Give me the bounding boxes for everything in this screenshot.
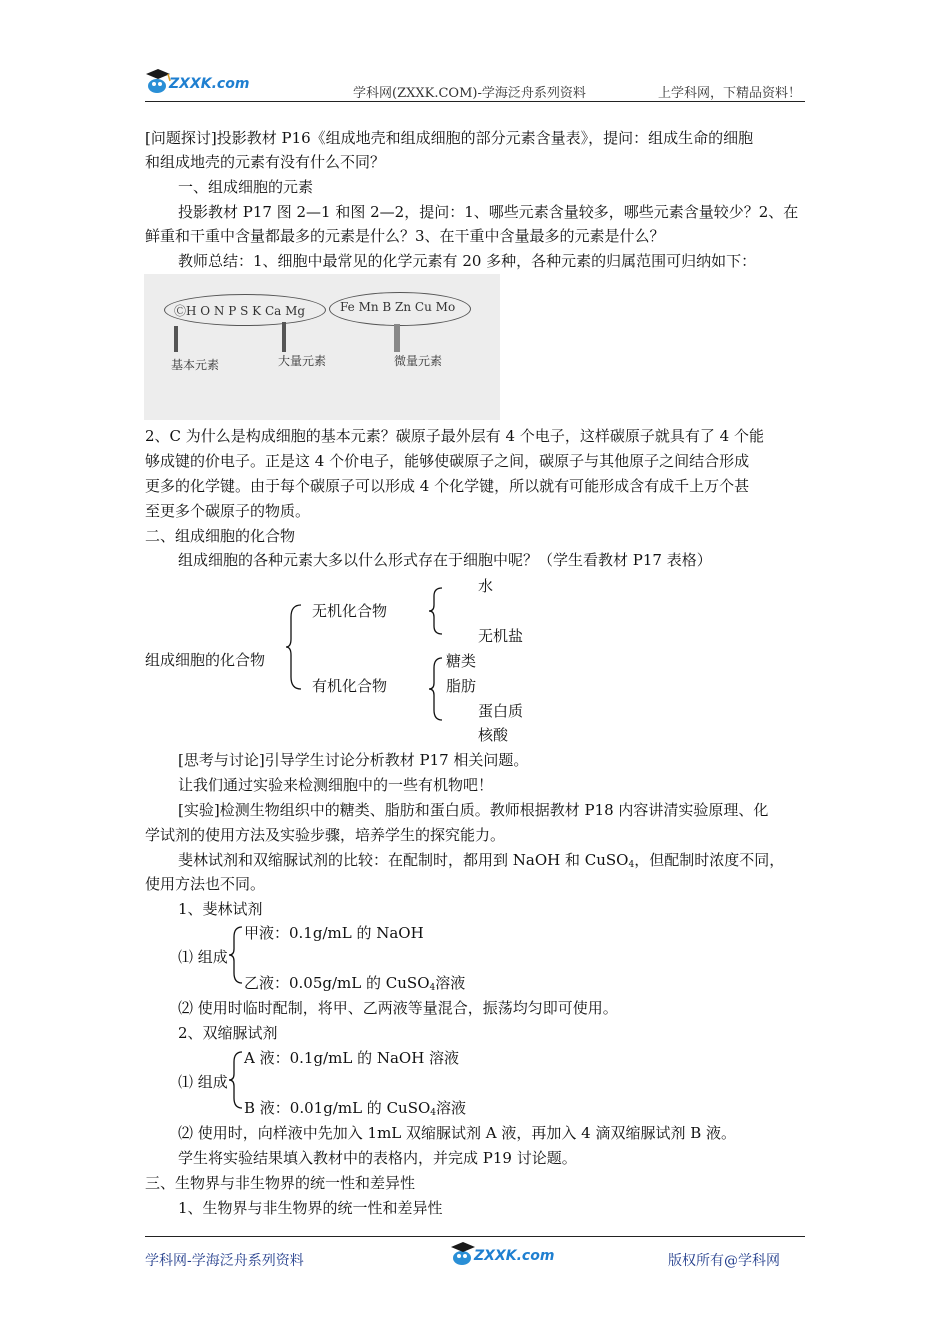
- tree-protein: 蛋白质: [478, 702, 524, 720]
- paragraph: 投影教材 P17 图 2—1 和图 2—2，提问：1、哪些元素含量较多，哪些元素含量较少？2、在: [178, 203, 799, 221]
- label-trace-elements: 微量元素: [394, 354, 443, 368]
- paragraph: [178, 848, 784, 877]
- subscript: 4: [430, 1108, 437, 1118]
- paragraph: 更多的化学键。由于每个碳原子可以形成 4 个化学键，所以就有可能形成含有成千上万个甚: [145, 477, 750, 495]
- paragraph: 使用方法也不同。: [145, 875, 266, 893]
- fehling-b: [244, 972, 465, 993]
- section-heading: 一、组成细胞的元素: [178, 178, 314, 196]
- oval-macro-text: ⒸH O N P S K Ca Mg: [174, 304, 306, 318]
- element-figure: [144, 274, 500, 420]
- paragraph: 鲜重和干重中含量都最多的元素是什么？3、在干重中含量最多的元素是什么？: [145, 227, 665, 245]
- tree-inorganic: 无机化合物: [312, 602, 388, 620]
- paragraph: [思考与讨论]引导学生讨论分析教材 P17 相关问题。: [178, 751, 529, 769]
- tree-organic: 有机化合物: [312, 677, 388, 695]
- subheading: 1、生物界与非生物界的统一性和差异性: [178, 1199, 443, 1217]
- subscript: 4: [429, 983, 436, 993]
- paragraph: [问题探讨]投影教材 P16《组成地壳和组成细胞的部分元素含量表》，提问：组成生命的细胞: [145, 129, 754, 147]
- paragraph: 学生将实验结果填入教材中的表格内，并完成 P19 讨论题。: [178, 1149, 577, 1167]
- biuret-b: [244, 1097, 466, 1118]
- paragraph: 够成键的价电子。正是这 4 个价电子，能够使碳原子之间，碳原子与其他原子之间结合形成: [145, 452, 750, 470]
- text: B 液：0.01g/mL 的 CuSO: [244, 1099, 431, 1117]
- subscript: 4: [628, 860, 635, 870]
- footer-logo: [448, 1240, 555, 1268]
- fehling-a: 甲液：0.1g/mL 的 NaOH: [244, 924, 424, 942]
- paragraph: ⑵ 使用时，向样液中先加入 1mL 双缩脲试剂 A 液，再加入 4 滴双缩脲试剂 B 液。: [178, 1124, 737, 1142]
- oval-trace-text: Fe Mn B Zn Cu Mo: [340, 300, 456, 314]
- composition-label: ⑴ 组成: [178, 948, 228, 966]
- tree-salt: 无机盐: [478, 627, 524, 645]
- label-basic-elements: 基本元素: [171, 358, 220, 372]
- footer-left: 学科网-学海泛舟系列资料: [145, 1253, 304, 1269]
- biuret-a: A 液：0.1g/mL 的 NaOH 溶液: [244, 1049, 460, 1067]
- figure-bar-3: [394, 324, 400, 352]
- header-right: 上学科网，下精品资料！: [658, 86, 802, 101]
- header-logo: [143, 66, 250, 96]
- text: ，但配制时浓度不同，: [634, 851, 785, 869]
- brace-icon: [428, 656, 444, 722]
- subheading: 2、双缩脲试剂: [178, 1024, 278, 1042]
- header-center: 学科网(ZXXK.COM)-学海泛舟系列资料: [353, 86, 586, 101]
- text: 斐林试剂和双缩脲试剂的比较：在配制时，都用到 NaOH 和 CuSO: [178, 851, 629, 869]
- tree-fat: 脂肪: [446, 677, 477, 695]
- section-heading: 二、组成细胞的化合物: [145, 527, 296, 545]
- text: 溶液: [436, 1099, 467, 1117]
- paragraph: 组成细胞的各种元素大多以什么形式存在于细胞中呢？（学生看教材 P17 表格）: [178, 551, 712, 569]
- text: 溶液: [435, 974, 466, 992]
- brace-icon: [228, 925, 244, 985]
- paragraph: 学试剂的使用方法及实验步骤，培养学生的探究能力。: [145, 826, 506, 844]
- section-heading: 三、生物界与非生物界的统一性和差异性: [145, 1174, 416, 1192]
- subheading: 1、斐林试剂: [178, 900, 263, 918]
- tree-nucleic: 核酸: [478, 726, 509, 744]
- composition-label: ⑴ 组成: [178, 1073, 228, 1091]
- footer-rule: [145, 1236, 805, 1237]
- paragraph: 至更多个碳原子的物质。: [145, 502, 311, 520]
- paragraph: ⑵ 使用时临时配制，将甲、乙两液等量混合，振荡均匀即可使用。: [178, 999, 618, 1017]
- brace-icon: [428, 586, 444, 636]
- tree-water: 水: [478, 577, 494, 595]
- brace-icon: [285, 603, 303, 691]
- footer-right: 版权所有@学科网: [668, 1253, 780, 1269]
- paragraph: [实验]检测生物组织中的糖类、脂肪和蛋白质。教师根据教材 P18 内容讲清实验原理、化: [178, 801, 769, 819]
- figure-bar-2: [282, 322, 286, 352]
- tree-sugar: 糖类: [446, 652, 477, 670]
- paragraph: 和组成地壳的元素有没有什么不同？: [145, 153, 386, 171]
- figure-bar-1: [174, 326, 178, 352]
- footer-logo-text: ZXXK.com: [474, 1248, 555, 1264]
- header-rule: [145, 101, 805, 102]
- text: 乙液：0.05g/mL 的 CuSO: [244, 974, 430, 992]
- paragraph: 2、C 为什么是构成细胞的基本元素？碳原子最外层有 4 个电子，这样碳原子就具有了 4 个能: [145, 427, 764, 445]
- brace-icon: [228, 1050, 244, 1110]
- header-logo-text: ZXXK.com: [169, 76, 250, 92]
- paragraph: 教师总结：1、细胞中最常见的化学元素有 20 多种，各种元素的归属范围可归纳如下：: [178, 252, 757, 270]
- tree-root: 组成细胞的化合物: [145, 651, 266, 669]
- label-macro-elements: 大量元素: [278, 354, 327, 368]
- paragraph: 让我们通过实验来检测细胞中的一些有机物吧！: [178, 776, 494, 794]
